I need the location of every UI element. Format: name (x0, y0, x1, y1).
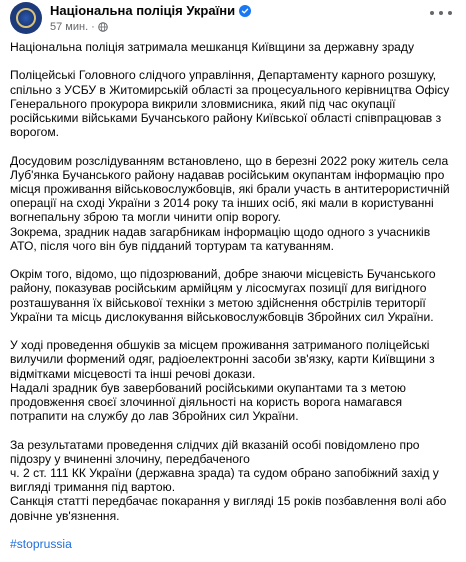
post-paragraph: Надалі зрадник був завербований російськими окупантами та з метою продовження своєї злочинної діяльності на користь ворога намагався потрапити на службу до лав Збройних сил України. (10, 380, 406, 424)
globe-icon (98, 22, 108, 32)
post-timestamp[interactable]: 57 мин. (50, 21, 89, 33)
post-body (10, 40, 456, 551)
hashtag-link[interactable]: #stoprussia (10, 537, 72, 552)
page-name-link[interactable]: Національна поліція України (50, 3, 236, 18)
post-paragraph: Досудовим розслідуванням встановлено, що в березні 2022 року житель села Луб'янка Бучанського району надавав російським окупантам інформацію про місця проживання військовослужбовців, які брали участь в антитерористичній операції на сході України з 2014 року та інших осіб, які мали в користуванні вогнепальну зброю та могли чинити опір ворогу. (10, 153, 450, 225)
post-paragraph: Поліцейські Головного слідчого управління, Департаменту карного розшуку, спільно з УСБУ в Житомирській області за процесуального керівництва Офісу Генерального прокурора викрили зловмисника, який під час окупації російськими військами Бучанського району Київської області співпрацював з ворогом. (10, 68, 450, 140)
name-row (50, 2, 251, 19)
verified-badge-icon (239, 5, 251, 17)
post-header-text (50, 2, 251, 34)
post-paragraph: Санкція статті передбачає покарання у вигляді 15 років позбавлення волі або довічне ув'язнення. (10, 494, 447, 523)
post-meta (50, 20, 251, 34)
post-paragraph: За результатами проведення слідчих дій вказаній особі повідомлено про підозру у вчиненні злочину, передбаченого (10, 437, 420, 466)
meta-separator: · (91, 21, 95, 33)
post-paragraph: ч. 2 ст. 111 КК України (державна зрада) та судом обрано запобіжний захід у вигляді тримання під вартою. (10, 466, 439, 495)
post-paragraph: Окрім того, відомо, що підозрюваний, добре знаючи місцевість Бучанського району, показував російським армійцям у лісосмугах позиції для вигідного розташування їх військової техніки з метою здійснення обстрілів території України та місць дислокування військовослужбовців Збройних сил України. (10, 267, 436, 324)
post-headline: Національна поліція затримала мешканця Київщини за державну зраду (10, 40, 415, 54)
post-header (10, 0, 456, 40)
police-emblem-icon[interactable] (10, 2, 42, 34)
more-options-icon[interactable] (430, 6, 452, 20)
post-paragraph: Зокрема, зрадник надав загарбникам інформацію щодо одного з учасників АТО, після чого він був підданий тортурам та катуванням. (10, 224, 431, 253)
post-paragraph: У ході проведення обшуків за місцем проживання затриманого поліцейські вилучили формений одяг, радіоелектронні засоби зв'язку, карти Київщини з відмітками місцевості та інші речові докази. (10, 338, 435, 381)
